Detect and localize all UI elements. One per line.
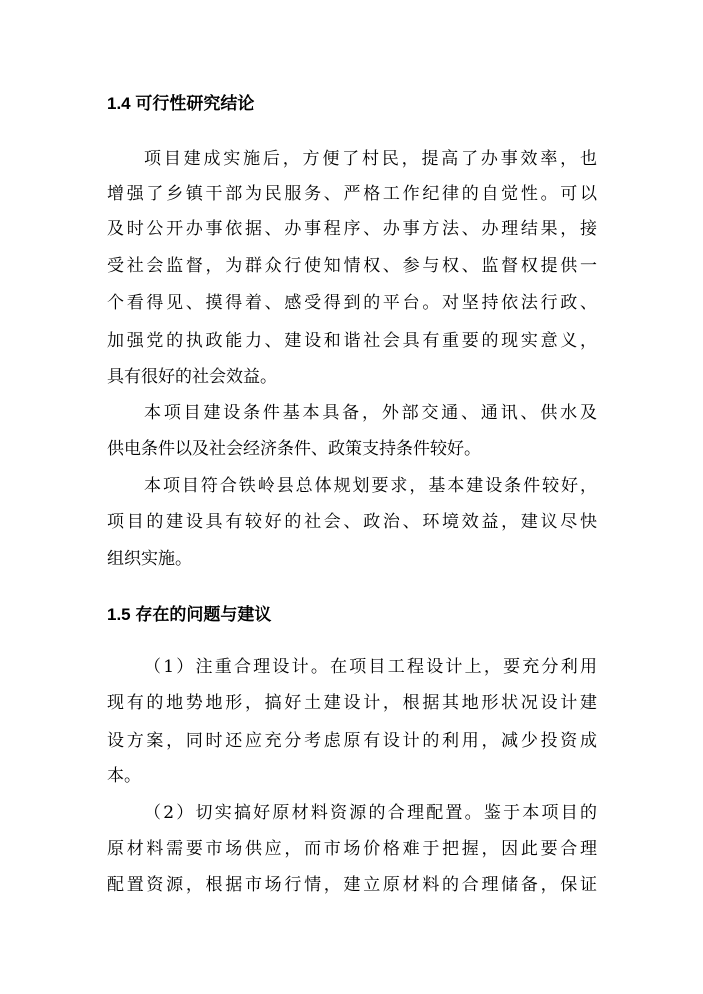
- paragraph-line: （2）切实搞好原材料资源的合理配置。鉴于本项目的: [144, 803, 597, 823]
- paragraph-line: 具有很好的社会效益。: [107, 367, 277, 387]
- paragraph-line: 及时公开办事依据、办事程序、办事方法、办理结果，接: [107, 219, 597, 239]
- paragraph-line: 受社会监督，为群众行使知情权、参与权、监督权提供一: [107, 256, 597, 276]
- paragraph-line: （1）注重合理设计。在项目工程设计上，要充分利用: [144, 657, 597, 677]
- section-heading-1-5: 1.5 存在的问题与建议: [107, 605, 272, 624]
- paragraph-line: 本项目符合铁岭县总体规划要求，基本建设条件较好，: [144, 476, 597, 496]
- paragraph-line: 个看得见、摸得着、感受得到的平台。对坚持依法行政、: [107, 293, 597, 313]
- paragraph-line: 供电条件以及社会经济条件、政策支持条件较好。: [107, 439, 481, 459]
- paragraph-line: 本项目建设条件基本具备，外部交通、通讯、供水及: [144, 403, 597, 423]
- paragraph-line: 项目的建设具有较好的社会、政治、环境效益，建议尽快: [107, 512, 597, 532]
- paragraph-line: 本。: [107, 766, 141, 786]
- paragraph-line: 原材料需要市场供应，而市场价格难于把握，因此要合理: [107, 839, 597, 859]
- paragraph-line: 配置资源，根据市场行情，建立原材料的合理储备，保证: [107, 875, 597, 895]
- paragraph-line: 组织实施。: [107, 549, 192, 569]
- section-heading-1-4: 1.4 可行性研究结论: [107, 94, 255, 113]
- paragraph-line: 项目建成实施后，方便了村民，提高了办事效率，也: [144, 149, 597, 169]
- paragraph-line: 加强党的执政能力、建设和谐社会具有重要的现实意义，: [107, 331, 597, 351]
- paragraph-line: 现有的地势地形，搞好土建设计，根据其地形状况设计建: [107, 693, 597, 713]
- paragraph-line: 增强了乡镇干部为民服务、严格工作纪律的自觉性。可以: [107, 184, 597, 204]
- paragraph-line: 设方案，同时还应充分考虑原有设计的利用，减少投资成: [107, 731, 597, 751]
